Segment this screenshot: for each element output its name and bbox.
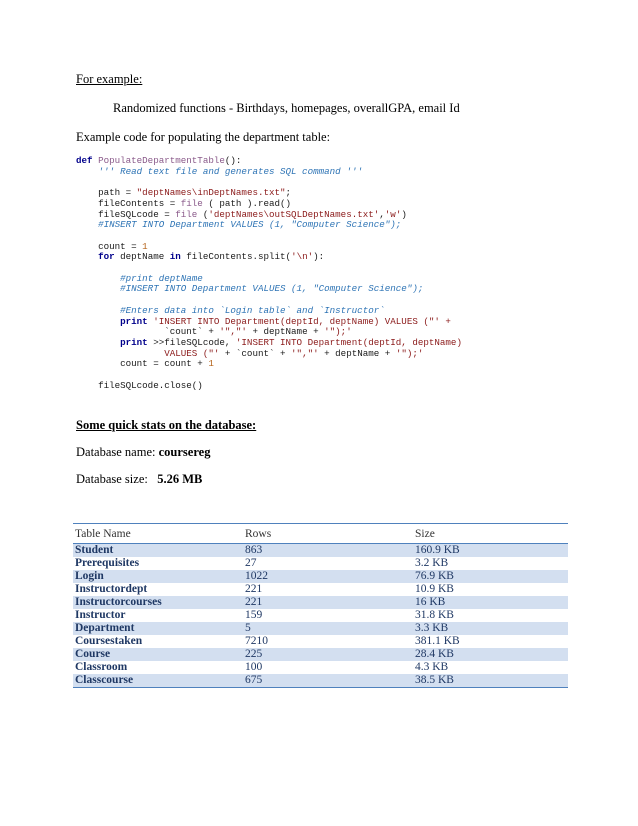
- table-cell-name: Instructorcourses: [73, 596, 243, 609]
- stats-heading: Some quick stats on the database:: [76, 418, 257, 432]
- table-row: [73, 557, 568, 570]
- database-size-line: [76, 472, 202, 487]
- table-row: [73, 570, 568, 583]
- table-cell-rows: 863: [243, 544, 413, 558]
- table-cell-size: 3.3 KB: [413, 622, 568, 635]
- table-cell-rows: 221: [245, 583, 263, 595]
- code-text: ,: [379, 208, 385, 220]
- table-cell-name: Classroom: [75, 661, 128, 673]
- code-string: 'w': [384, 208, 402, 220]
- code-string: '");': [395, 347, 424, 359]
- code-text: count = count +: [120, 358, 209, 370]
- table-cell-name: Classcourse: [73, 674, 243, 688]
- code-comment: #print deptName: [120, 272, 203, 284]
- table-cell-name: Coursestaken: [75, 635, 143, 647]
- table-row: [73, 648, 568, 661]
- code-string: '");': [324, 326, 352, 338]
- code-string: '\n': [291, 251, 314, 263]
- code-keyword: for: [98, 251, 115, 263]
- database-name-label: Database name:: [76, 445, 159, 459]
- table-cell-size: 4.3 KB: [415, 661, 449, 673]
- code-text: fileSQLcode =: [98, 208, 176, 220]
- code-docstring: ''' Read text file and generates SQL command ''': [98, 165, 363, 177]
- code-function-name: PopulateDepartmentTable: [98, 155, 225, 166]
- table-cell-size: 76.9 KB: [413, 570, 568, 583]
- code-text: ):: [313, 251, 325, 263]
- table-cell-size: 28.4 KB: [413, 648, 568, 661]
- code-string: '","': [291, 347, 319, 359]
- code-string: '","': [219, 326, 247, 338]
- code-text: ():: [224, 155, 242, 166]
- table-cell-name: Student: [73, 544, 243, 558]
- database-size-value: 5.26 MB: [157, 472, 203, 486]
- table-cell-name: Instructordept: [75, 583, 148, 595]
- table-cell-size: 16 KB: [413, 596, 568, 609]
- database-size-label: Database size:: [76, 472, 158, 486]
- code-text: count =: [98, 240, 143, 252]
- table-cell-size: 381.1 KB: [415, 635, 460, 647]
- database-name-value: coursereg: [158, 445, 211, 459]
- table-cell-name: Instructor: [75, 609, 126, 621]
- table-row: [73, 674, 568, 688]
- table-cell-rows: 7210: [245, 635, 268, 647]
- table-row: [73, 635, 568, 648]
- code-comment: #INSERT INTO Department VALUES (1, "Computer Science");: [98, 219, 402, 231]
- code-number: 1: [208, 358, 214, 370]
- table-cell-rows: 5: [243, 622, 413, 635]
- code-text: (: [197, 208, 209, 220]
- table-header-rows: Rows: [243, 524, 413, 544]
- code-builtin: file: [175, 208, 198, 220]
- code-string: 'INSERT INTO Department(deptId, deptName): [235, 336, 462, 348]
- table-cell-rows: 27: [245, 557, 257, 569]
- table-cell-rows: 1022: [243, 570, 413, 583]
- code-block: [76, 156, 462, 391]
- table-cell-size: 160.9 KB: [413, 544, 568, 558]
- code-text: `count` +: [164, 326, 220, 338]
- table-row: [73, 622, 568, 635]
- code-text: ): [401, 208, 407, 220]
- code-text: deptName: [114, 251, 170, 263]
- code-string: "deptNames\inDeptNames.txt": [136, 187, 286, 199]
- code-string: VALUES ("': [164, 347, 220, 359]
- table-cell-name: Course: [73, 648, 243, 661]
- table-cell-size: 31.8 KB: [415, 609, 454, 621]
- table-row: [73, 596, 568, 609]
- code-text: ( path ).read(): [202, 197, 292, 209]
- code-builtin: file: [180, 197, 203, 209]
- code-keyword: in: [169, 251, 181, 263]
- table-row: [73, 583, 568, 596]
- code-text: >>fileSQLcode,: [147, 336, 236, 348]
- table-row: [73, 609, 568, 622]
- table-cell-name: Department: [73, 622, 243, 635]
- table-cell-rows: 100: [245, 661, 263, 673]
- table-cell-rows: 225: [243, 648, 413, 661]
- table-cell-name: Login: [73, 570, 243, 583]
- table-cell-name: Prerequisites: [75, 557, 140, 569]
- table-cell-size: 3.2 KB: [415, 557, 449, 569]
- randomized-functions-line: Randomized functions - Birthdays, homepages, overallGPA, email Id: [113, 101, 460, 115]
- table-cell-size: 38.5 KB: [413, 674, 568, 688]
- code-comment: #Enters data into `Login table` and `Instructor`: [120, 304, 385, 316]
- table-row: [73, 544, 568, 558]
- code-text: fileContents =: [98, 197, 181, 209]
- code-text: + deptName +: [246, 326, 325, 338]
- code-keyword: print: [120, 315, 148, 327]
- example-heading: For example:: [76, 72, 143, 86]
- database-name-line: [76, 445, 210, 460]
- table-header-name: Table Name: [73, 524, 243, 544]
- code-keyword: def: [76, 155, 93, 166]
- code-number: 1: [142, 240, 148, 252]
- code-comment: #INSERT INTO Department VALUES (1, "Computer Science");: [120, 283, 424, 295]
- database-stats-table: [73, 523, 568, 688]
- code-text: fileContents.split(: [180, 251, 292, 263]
- code-string: 'INSERT INTO Department(deptId, deptName) VALUES ("' +: [153, 315, 451, 327]
- code-text: + deptName +: [318, 347, 396, 359]
- table-header-row: [73, 524, 568, 544]
- table-cell-rows: 221: [243, 596, 413, 609]
- table-row: [73, 661, 568, 674]
- code-text: + `count` +: [219, 347, 292, 359]
- code-keyword: print: [120, 336, 148, 348]
- table-header-size: Size: [413, 524, 568, 544]
- code-text: path =: [98, 187, 137, 199]
- table-cell-size: 10.9 KB: [415, 583, 454, 595]
- code-text: fileSQLcode.close(): [98, 379, 203, 391]
- table-cell-rows: 675: [243, 674, 413, 688]
- table-cell-rows: 159: [245, 609, 263, 621]
- code-string: 'deptNames\outSQLDeptNames.txt': [208, 208, 380, 220]
- code-text: ;: [285, 187, 292, 199]
- example-code-heading: Example code for populating the department table:: [76, 130, 331, 144]
